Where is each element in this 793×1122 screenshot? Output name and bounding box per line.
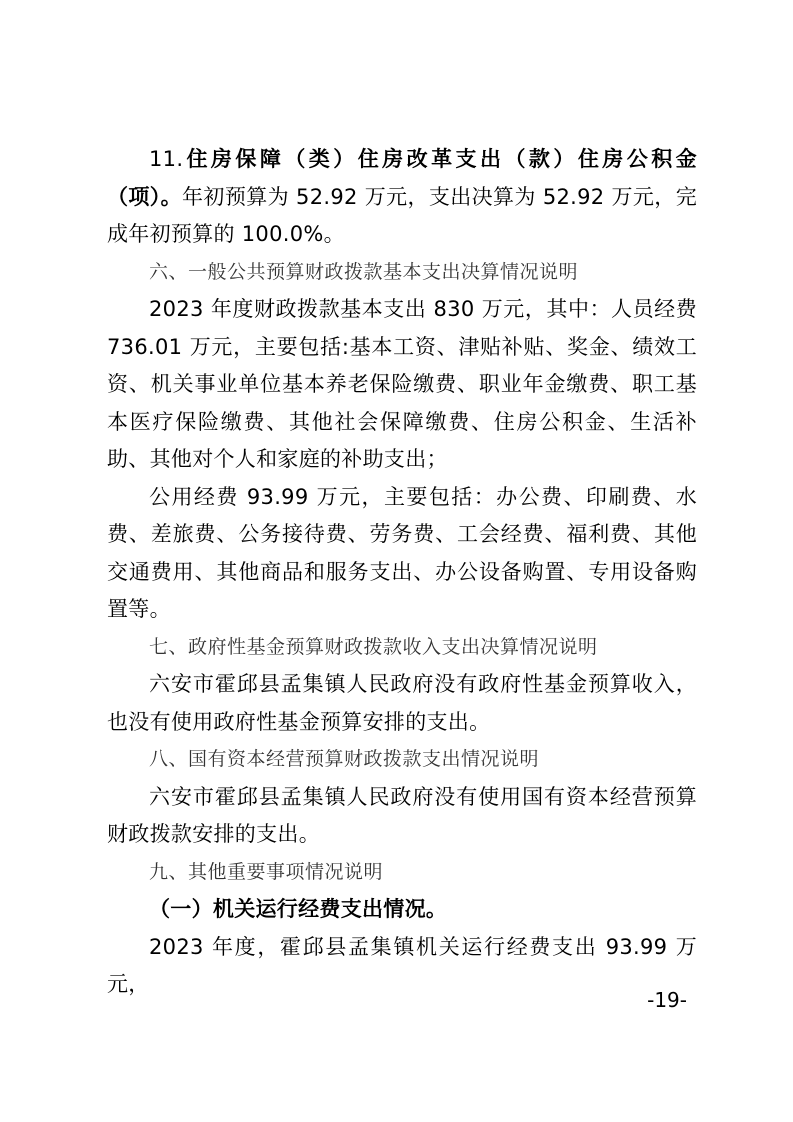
heading-7: 七、政府性基金预算财政拨款收入支出决算情况说明 [149,635,598,658]
subheading-9-1: （一）机关运行经费支出情况。 [149,897,448,921]
heading-9: 九、其他重要事项情况说明 [149,860,384,883]
section-11-title: 住房保障（类）住房改革支出（款）住房公积金（项）。 [107,147,697,209]
page-number: -19- [647,988,687,1012]
paragraph-7: 六安市霍邱县孟集镇人民政府没有政府性基金预算收入，也没有使用政府性基金预算安排的支出。 [107,672,697,734]
paragraph-9-1: 2023 年度，霍邱县孟集镇机关运行经费支出 93.99 万元， [107,934,697,996]
section-11-body: 年初预算为 52.92 万元，支出决算为 52.92 万元，完成年初预算的 100.0%。 [107,184,697,246]
paragraph-8: 六安市霍邱县孟集镇人民政府没有使用国有资本经营预算财政拨款安排的支出。 [107,784,697,846]
section-11-number: 11. [149,147,184,171]
heading-6: 六、一般公共预算财政拨款基本支出决算情况说明 [149,260,579,283]
paragraph-6a: 2023 年度财政拨款基本支出 830 万元，其中：人员经费 736.01 万元，主要包括:基本工资、津贴补贴、奖金、绩效工资、机关事业单位基本养老保险缴费、职业年金缴费、职工基本医疗保险缴费、其他社会保障缴费、住房公积金、生活补助、其他对个人和家庭的补助支出； [107,297,697,471]
heading-8: 八、国有资本经营预算财政拨款支出情况说明 [149,748,540,770]
section-11-paragraph [107,141,697,254]
document-body [107,141,697,1004]
paragraph-6b: 公用经费 93.99 万元，主要包括：办公费、印刷费、水费、差旅费、公务接待费、劳务费、工会经费、福利费、其他交通费用、其他商品和服务支出、办公设备购置、专用设备购置等。 [107,484,697,621]
